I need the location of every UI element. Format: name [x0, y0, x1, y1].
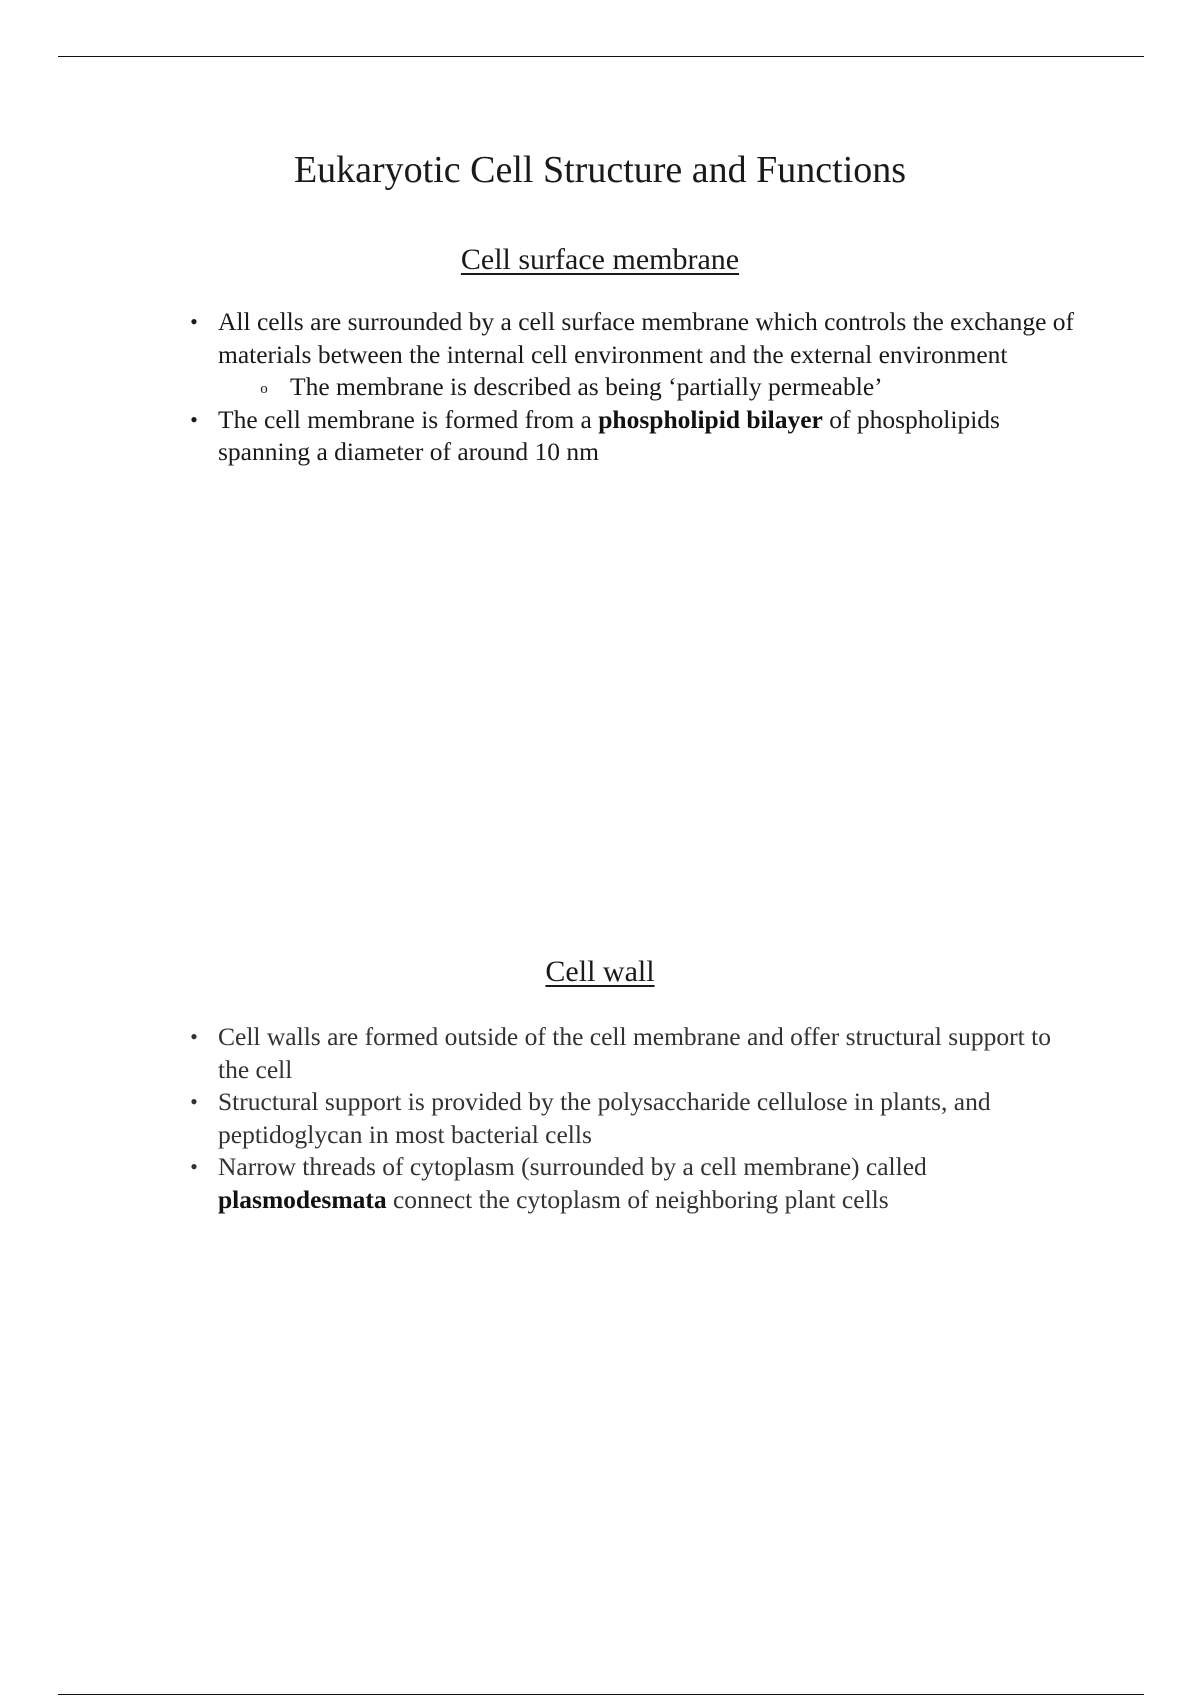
bullet-text: Structural support is provided by the polysaccharide cellulose in plants, and peptidoglycan in most bacterial cells	[218, 1087, 991, 1149]
bold-term-phospholipid-bilayer: phospholipid bilayer	[598, 404, 823, 434]
list-item	[190, 404, 1078, 469]
bottom-rule	[58, 1694, 1144, 1695]
bullet-text-before: The cell membrane is formed from a	[218, 404, 599, 434]
bullet-icon: •	[190, 1089, 198, 1114]
list-item	[190, 1021, 1078, 1086]
bullet-icon: •	[190, 309, 198, 334]
bullet-icon: •	[190, 1154, 198, 1179]
list-item	[190, 1086, 1078, 1151]
bullet-text-after: connect the cytoplasm of neighboring plant cells	[386, 1184, 889, 1214]
section-heading-cell-wall	[0, 952, 1200, 992]
list-item	[190, 306, 1078, 404]
membrane-bullet-list	[190, 306, 1078, 469]
page-title: Eukaryotic Cell Structure and Functions	[293, 149, 907, 191]
bullet-text-after: of phospholipids spanning a diameter of around 10 nm	[218, 404, 1000, 466]
bullet-icon: •	[190, 406, 198, 432]
cell-wall-bullet-list	[190, 1021, 1078, 1216]
bullet-text: All cells are surrounded by a cell surface membrane which controls the exchange of materials between the internal cell environment and the external environment	[218, 307, 1075, 369]
sub-bullet-icon: o	[260, 381, 268, 397]
bullet-text: Cell walls are formed outside of the cell membrane and offer structural support to the cell	[218, 1022, 1051, 1084]
section-heading-membrane	[0, 240, 1200, 280]
sub-list-item	[260, 371, 1078, 404]
sub-bullet-list	[218, 371, 1078, 404]
bullet-text-before: Narrow threads of cytoplasm (surrounded by a cell membrane) called	[218, 1152, 927, 1181]
list-item	[190, 1151, 1078, 1216]
section-heading-cell-wall-text: Cell wall	[545, 955, 655, 988]
top-rule	[58, 56, 1144, 57]
bold-term-plasmodesmata: plasmodesmata	[218, 1184, 387, 1214]
bullet-icon: •	[190, 1024, 198, 1049]
sub-bullet-text: The membrane is described as being ‘partially permeable’	[290, 372, 883, 401]
section-heading-membrane-text: Cell surface membrane	[460, 243, 740, 276]
